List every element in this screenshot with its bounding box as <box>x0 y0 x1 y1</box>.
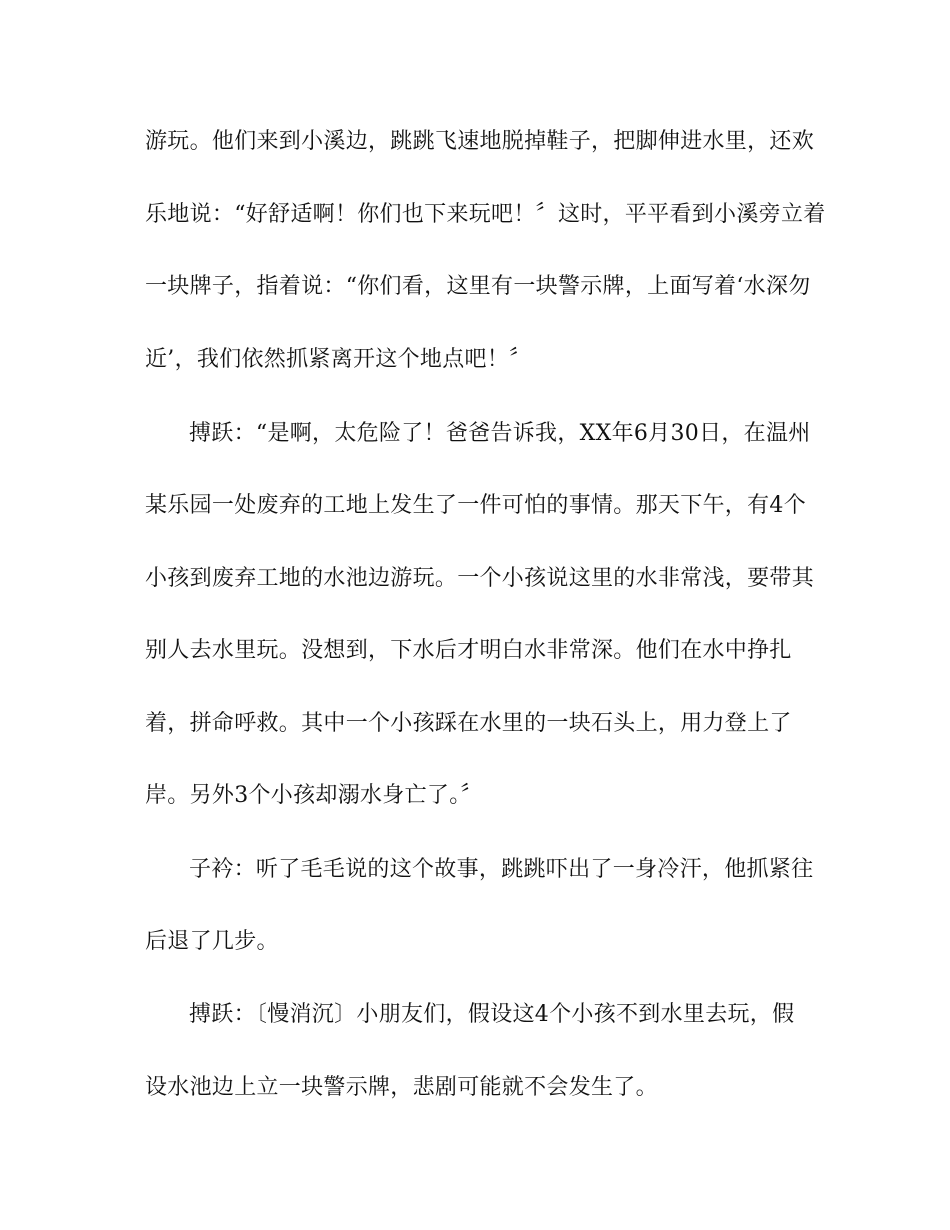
text-line: 后退了几步。 <box>145 929 279 954</box>
paragraph-start-line: 搏跃：〔慢消沉〕小朋友们，假设这4个小孩不到水里去玩，假 <box>189 1002 795 1027</box>
text-line: 一块牌子，指着说：“你们看，这里有一块警示牌，上面写着‘水深勿 <box>145 274 811 299</box>
text-line: 乐地说：“好舒适啊！你们也下来玩吧！〞这时，平平看到小溪旁立着 <box>145 202 826 227</box>
paragraph-start-line: 搏跃：“是啊，太危险了！爸爸告诉我，XX年6月30日，在温州 <box>189 421 811 446</box>
text-line: 某乐园一处废弃的工地上发生了一件可怕的事情。那天下午，有4个 <box>145 493 806 518</box>
text-line: 近’，我们依然抓紧离开这个地点吧！〞 <box>145 347 532 372</box>
text-line: 着，拼命呼救。其中一个小孩踩在水里的一块石头上，用力登上了 <box>145 711 792 736</box>
text-line: 岸。另外3个小孩却溺水身亡了。〞 <box>145 783 483 808</box>
text-line: 别人去水里玩。没想到，下水后才明白水非常深。他们在水中挣扎 <box>145 638 792 663</box>
text-line: 小孩到废弃工地的水池边游玩。一个小孩说这里的水非常浅，要带其 <box>145 566 815 591</box>
text-line: 设水池边上立一块警示牌，悲剧可能就不会发生了。 <box>145 1075 658 1100</box>
paragraph-start-line: 子衿：听了毛毛说的这个故事，跳跳吓出了一身冷汗，他抓紧往 <box>189 857 814 882</box>
text-line: 游玩。他们来到小溪边，跳跳飞速地脱掉鞋子，把脚伸进水里，还欢 <box>145 129 815 154</box>
